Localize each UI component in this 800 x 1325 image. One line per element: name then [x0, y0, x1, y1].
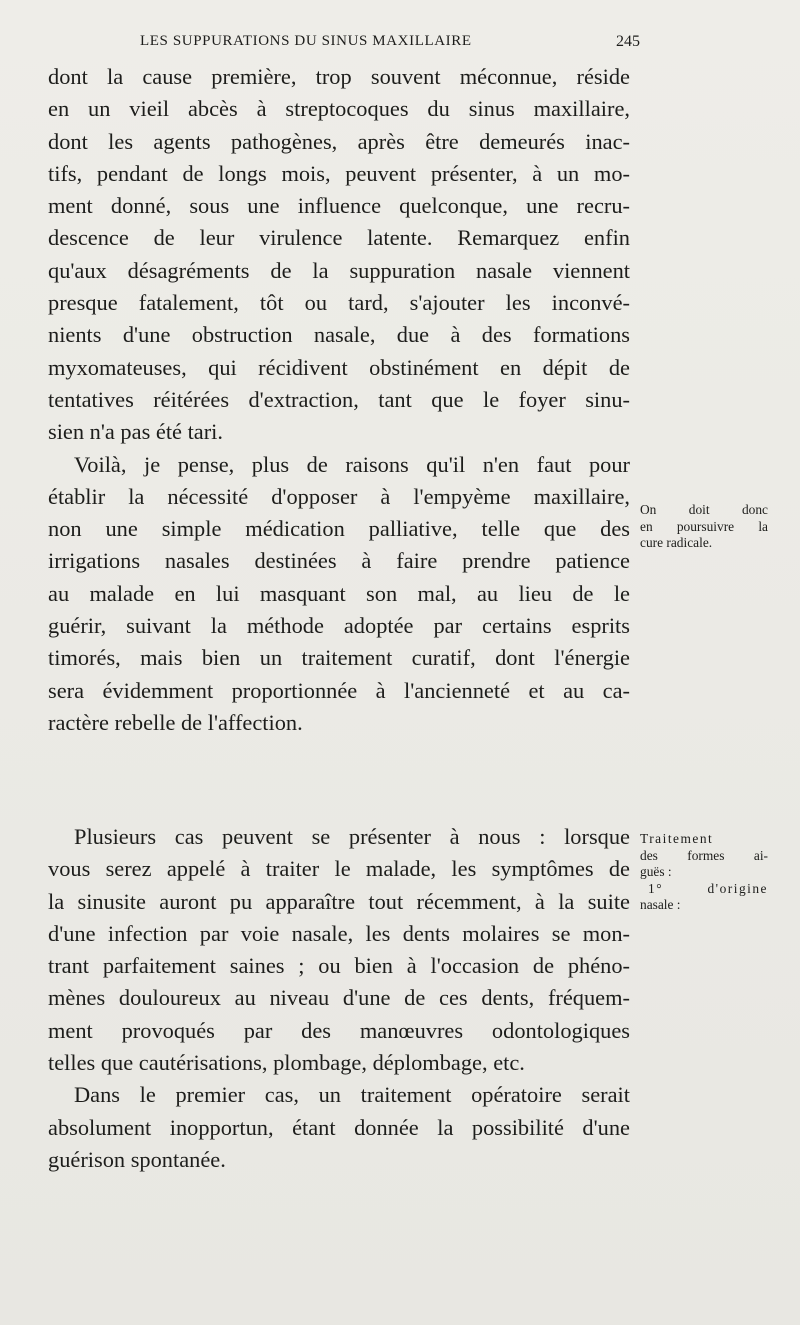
text-line: vous serez appelé à traiter le malade, les symptômes de: [48, 856, 630, 882]
text-line: au malade en lui masquant son mal, au lieu de le: [48, 580, 630, 606]
margin-note-acute-forms: [640, 831, 768, 914]
text-line: absolument inopportun, étant donnée la possibilité d'une: [48, 1114, 630, 1140]
margin-note-line: nasale :: [640, 897, 681, 912]
margin-note-line: On doit donc: [640, 502, 768, 517]
margin-note-line: en poursuivre la: [640, 518, 768, 534]
text-line: tentatives réitérées d'extraction, tant que le foyer sinu-: [48, 386, 630, 412]
margin-note-line: des formes ai-: [640, 847, 768, 863]
text-line: sien n'a pas été tari.: [48, 419, 224, 445]
text-line: descence de leur virulence latente. Remarquez enfin: [48, 225, 630, 251]
text-line: Dans le premier cas, un traitement opératoire serait: [74, 1082, 630, 1108]
text-line: presque fatalement, tôt ou tard, s'ajouter les inconvé-: [48, 290, 630, 316]
text-line: ractère rebelle de l'affection.: [48, 709, 303, 735]
text-line: la sinusite auront pu apparaître tout récemment, à la suite: [48, 888, 630, 914]
text-line: telles que cautérisations, plombage, déplombage, etc.: [48, 1050, 525, 1076]
text-line: ment provoqués par des manœuvres odontologiques: [48, 1017, 630, 1043]
margin-note-line: 1° d'origine: [648, 880, 768, 896]
text-line: en un vieil abcès à streptocoques du sinus maxillaire,: [48, 96, 630, 122]
text-line: sera évidemment proportionnée à l'ancienneté et au ca-: [48, 677, 630, 703]
paragraph-2: [48, 449, 630, 740]
text-line: non une simple médication palliative, telle que des: [48, 516, 630, 542]
text-line: d'une infection par voie nasale, les dents molaires se mon-: [48, 920, 630, 946]
text-line: Voilà, je pense, plus de raisons qu'il n'en faut pour: [74, 451, 630, 477]
text-line: dont les agents pathogènes, après être demeurés inac-: [48, 128, 630, 154]
running-head: [140, 33, 640, 53]
margin-note-line: guës :: [640, 864, 672, 879]
text-line: dont la cause première, trop souvent méconnue, réside: [48, 64, 630, 89]
running-title: LES SUPPURATIONS DU SINUS MAXILLAIRE: [140, 33, 472, 49]
text-line: mènes douloureux au niveau d'une de ces dents, fréquem-: [48, 985, 630, 1011]
text-line: qu'aux désagréments de la suppuration nasale viennent: [48, 257, 630, 283]
text-line: guérison spontanée.: [48, 1146, 226, 1172]
page-number: 245: [616, 33, 640, 50]
paragraph-3: [48, 821, 630, 1079]
margin-note-radical-cure: [640, 502, 768, 552]
text-line: Plusieurs cas peuvent se présenter à nous : lorsque: [74, 824, 630, 849]
margin-note-line: cure radicale.: [640, 535, 713, 550]
text-line: ment donné, sous une influence quelconque, une recru-: [48, 193, 630, 219]
text-line: nients d'une obstruction nasale, due à des formations: [48, 322, 630, 348]
text-column-lower: [48, 821, 630, 1176]
text-column-upper: [48, 61, 630, 739]
paragraph-1: [48, 61, 630, 449]
text-line: établir la nécessité d'opposer à l'empyème maxillaire,: [48, 483, 630, 509]
text-line: guérir, suivant la méthode adoptée par certains esprits: [48, 613, 630, 639]
text-line: irrigations nasales destinées à faire prendre patience: [48, 548, 630, 574]
text-line: trant parfaitement saines ; ou bien à l'occasion de phéno-: [48, 953, 630, 979]
text-line: myxomateuses, qui récidivent obstinément en dépit de: [48, 354, 630, 380]
margin-note-line: Traitement: [640, 831, 714, 846]
text-line: tifs, pendant de longs mois, peuvent présenter, à un mo-: [48, 160, 630, 186]
paragraph-4: [48, 1079, 630, 1176]
text-line: timorés, mais bien un traitement curatif, dont l'énergie: [48, 645, 630, 671]
